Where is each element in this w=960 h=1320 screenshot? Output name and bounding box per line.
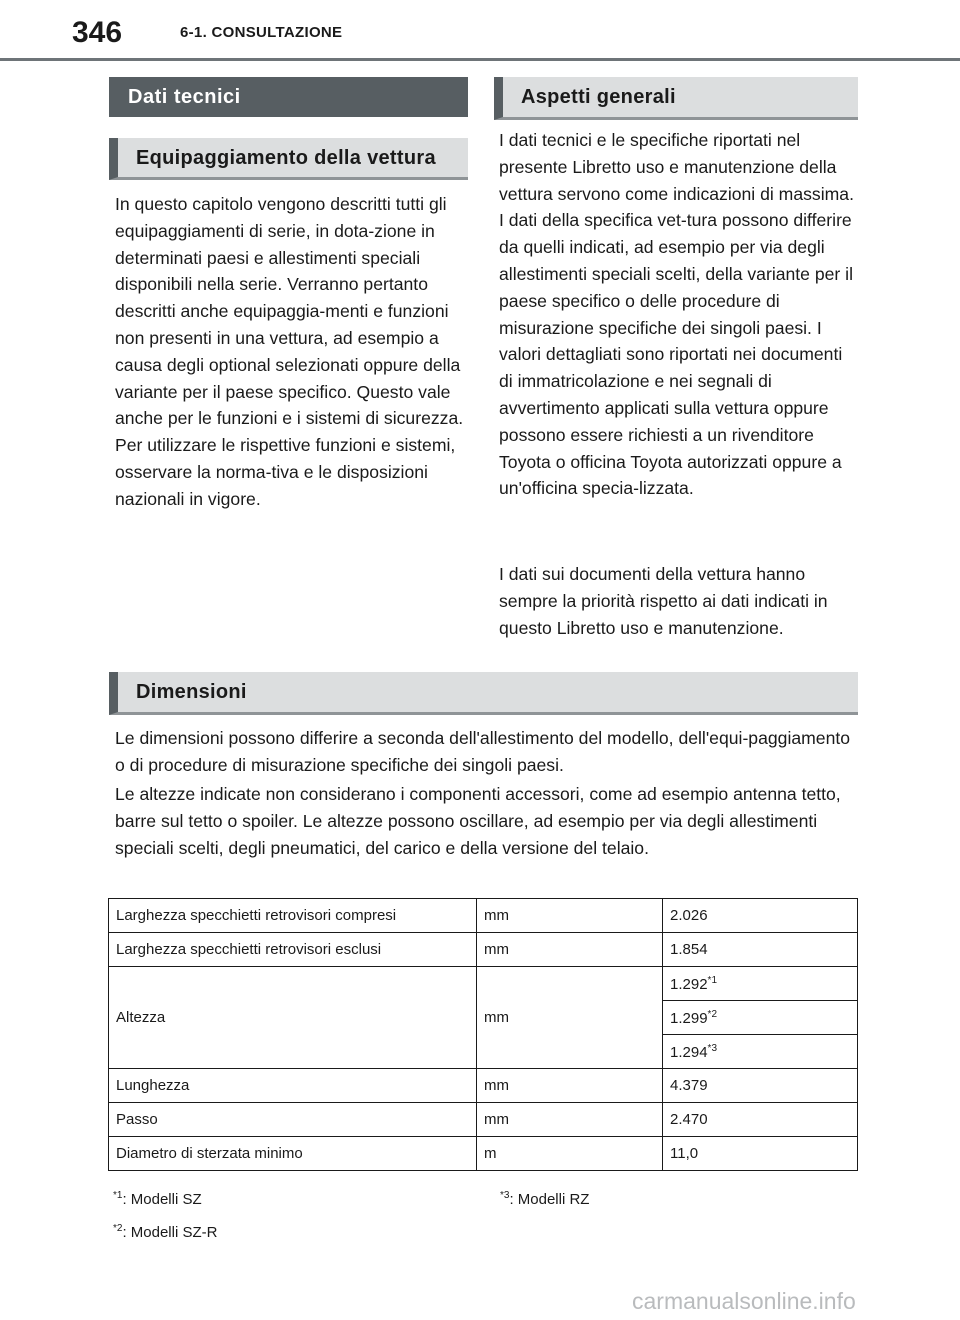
table-row <box>109 967 858 1001</box>
table-cell-value <box>663 1001 858 1035</box>
table-row <box>109 1069 858 1103</box>
table-cell-value: 2.470 <box>663 1103 858 1137</box>
footnote-marker: *1 <box>707 974 717 986</box>
table-cell-value <box>663 967 858 1001</box>
table-cell-label: Larghezza specchietti retrovisori compresi <box>109 899 477 933</box>
footnote-marker: *2 <box>113 1223 123 1234</box>
table-row <box>109 1103 858 1137</box>
paragraph-aspetti-generali-1: I dati tecnici e le specifiche riportati nel presente Libretto uso e manutenzione della vettura servono come indicazioni di massima. I dati della specifica vet-tura possono differire da quelli indicati, ad esempio per via degli allestimenti speciali scelti, della variante per il paese specifico o delle procedure di misurazione specifiche dei singoli paesi. I valori dettagliati sono riportati nei documenti di immatricolazione e nei segnali di avvertimento applicati sulla vettura oppure possono essere richiesti a un rivenditore Toyota o officina Toyota autorizzati oppure a un'officina specia-lizzata. <box>499 130 854 499</box>
table-row <box>109 1137 858 1171</box>
page-number: 346 <box>72 16 123 49</box>
table-row <box>109 933 858 967</box>
section-label: 6-1. CONSULTAZIONE <box>180 24 343 41</box>
paragraph-dimensioni-1: Le dimensioni possono differire a seconda dell'allestimento del modello, dell'equi-paggiamento o di procedure di misurazione specifiche dei singoli paesi. <box>115 728 851 775</box>
footnote-2 <box>113 1223 217 1241</box>
heading-dimensioni: Dimensioni <box>109 672 858 715</box>
heading-dati-tecnici: Dati tecnici <box>109 77 468 117</box>
table-cell-value <box>663 1035 858 1069</box>
table-cell-value: 2.026 <box>663 899 858 933</box>
footnote-3 <box>500 1190 589 1208</box>
table-cell-value: 11,0 <box>663 1137 858 1171</box>
table-cell-unit: mm <box>477 967 663 1069</box>
table-cell-label: Passo <box>109 1103 477 1137</box>
table-cell-unit: mm <box>477 899 663 933</box>
footnote-marker: *2 <box>707 1008 717 1020</box>
table-cell-label: Diametro di sterzata minimo <box>109 1137 477 1171</box>
footnote-marker: *3 <box>707 1042 717 1054</box>
footnote-text: : Modelli SZ-R <box>122 1224 218 1241</box>
table-cell-unit: mm <box>477 1103 663 1137</box>
watermark: carmanualsonline.info <box>632 1288 856 1314</box>
heading-aspetti-generali: Aspetti generali <box>494 77 858 120</box>
table-cell-label: Larghezza specchietti retrovisori esclusi <box>109 933 477 967</box>
height-value-sz-r: 1.299 <box>670 1009 708 1027</box>
table-cell-unit: m <box>477 1137 663 1171</box>
table-cell-value: 1.854 <box>663 933 858 967</box>
table-cell-unit: mm <box>477 1069 663 1103</box>
table-row <box>109 899 858 933</box>
table-cell-value: 4.379 <box>663 1069 858 1103</box>
table-cell-label: Lunghezza <box>109 1069 477 1103</box>
footnote-marker: *1 <box>113 1190 123 1201</box>
heading-equipaggiamento: Equipaggiamento della vettura <box>109 138 468 180</box>
height-value-sz: 1.292 <box>670 975 708 993</box>
header-divider <box>0 58 960 61</box>
footnote-text: : Modelli SZ <box>122 1191 202 1208</box>
footnote-text: : Modelli RZ <box>509 1191 590 1208</box>
paragraph-dimensioni-2: Le altezze indicate non considerano i componenti accessori, come ad esempio antenna tetto, barre sul tetto o spoiler. Le altezze possono oscillare, ad esempio per via degli allestimenti speciali scelti, degli pneumatici, del carico e della versione del telaio. <box>115 784 841 858</box>
paragraph-aspetti-generali-2: I dati sui documenti della vettura hanno sempre la priorità rispetto ai dati indicati in questo Libretto uso e manutenzione. <box>499 564 828 638</box>
height-value-rz: 1.294 <box>670 1043 708 1061</box>
table-cell-unit: mm <box>477 933 663 967</box>
table-cell-label: Altezza <box>109 967 477 1069</box>
footnote-marker: *3 <box>500 1190 510 1201</box>
footnote-1 <box>113 1190 202 1208</box>
paragraph-equipaggiamento: In questo capitolo vengono descritti tutti gli equipaggiamenti di serie, in dota-zione in determinati paesi e allestimenti speciali disponibili nella serie. Verranno pertanto descritti anche equipaggia-menti e funzioni non presenti in una vettura, ad esempio a causa degli optional selezionati oppure della variante per il paese specifico. Questo vale anche per le funzioni e i sistemi di sicurezza. Per utilizzare le rispettive funzioni e sistemi, osservare la norma-tiva e le disposizioni nazionali in vigore. <box>115 194 464 509</box>
dimensions-table <box>108 898 858 1171</box>
